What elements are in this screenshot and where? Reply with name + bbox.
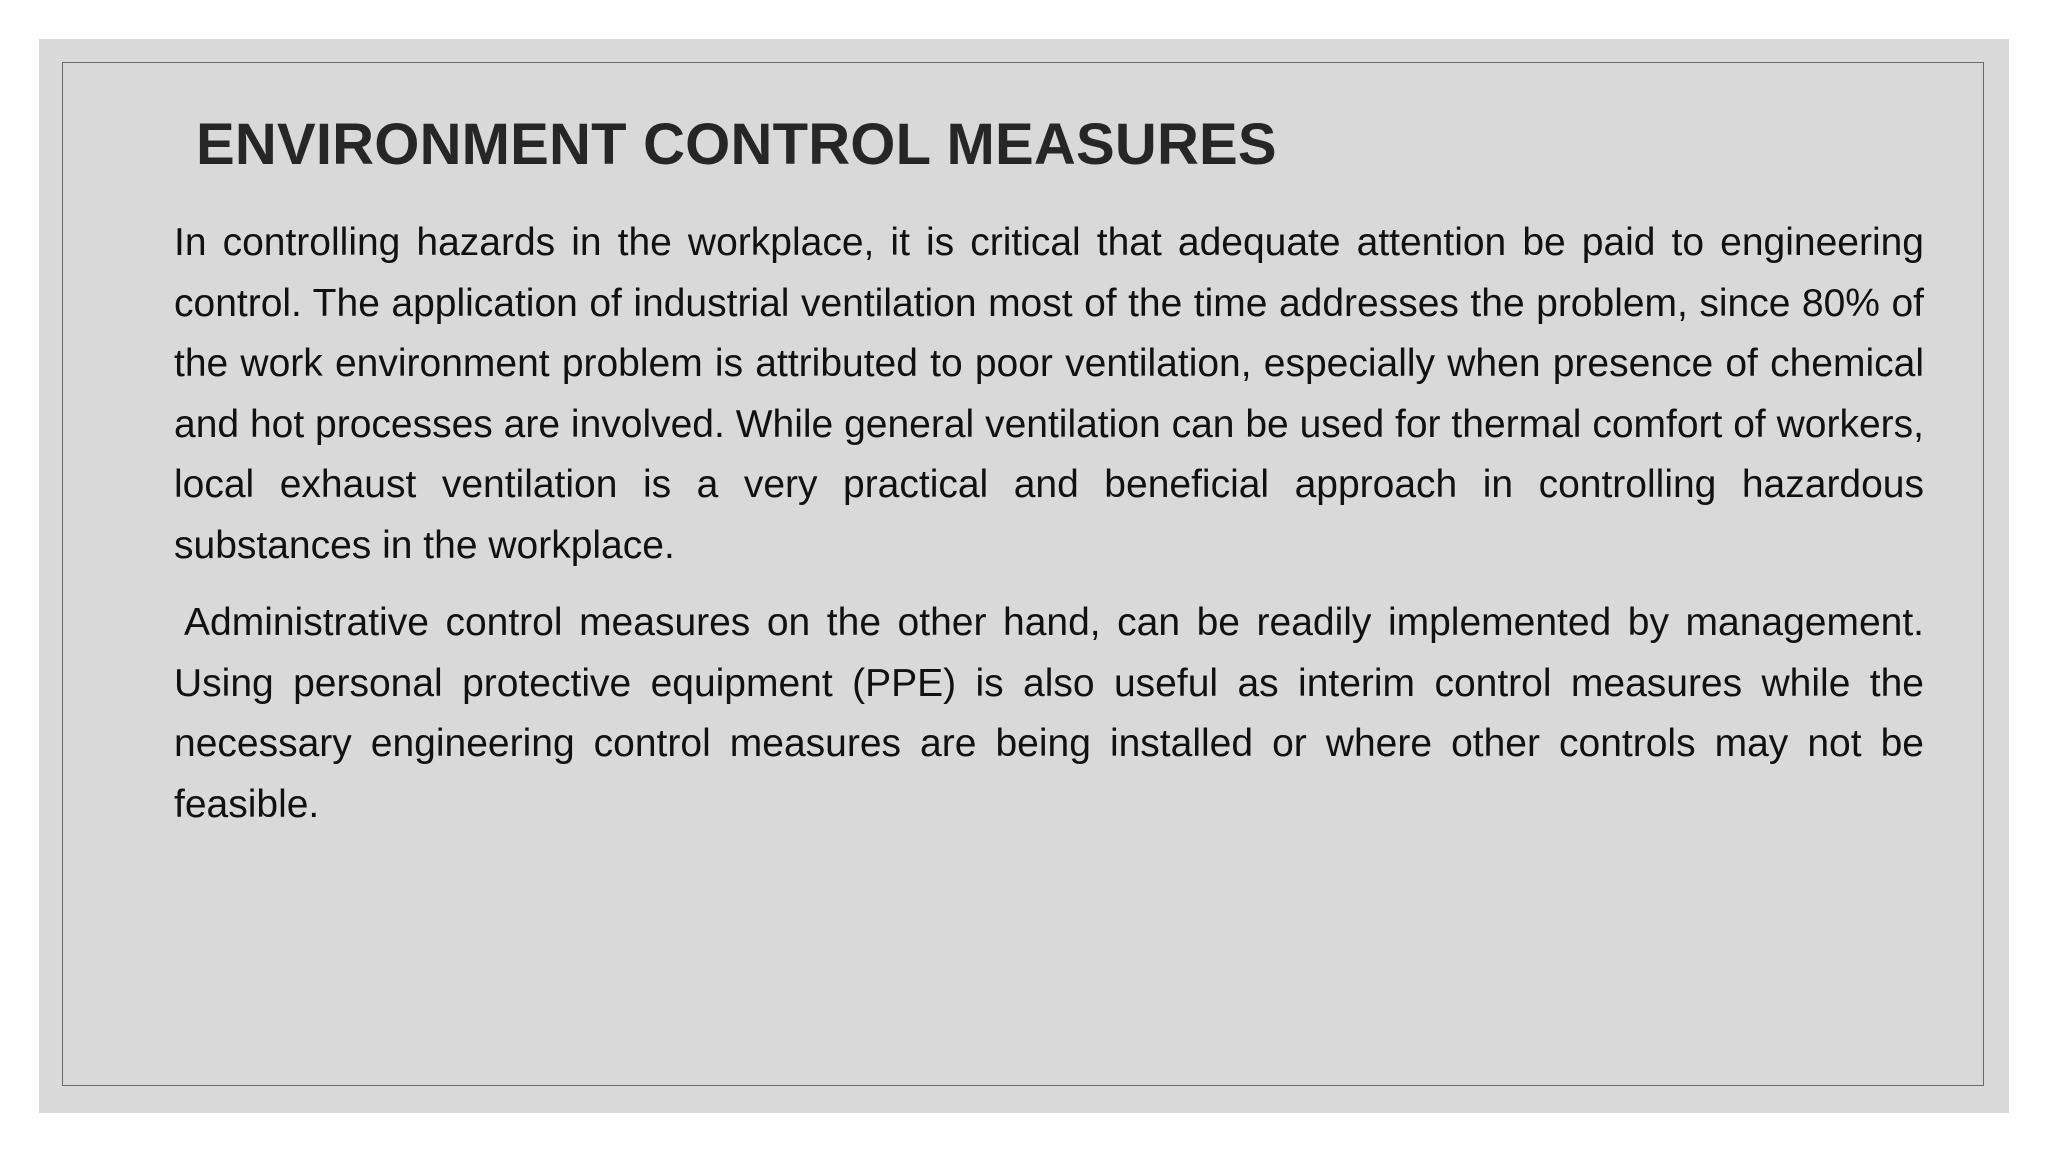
body-paragraph-2: Administrative control measures on the other hand, can be readily implemented by management. Using personal protective equipment (PPE) is also useful as interim control measures while the necessary engineering control measures are being installed or where other controls may not be feasible. <box>174 601 1924 826</box>
slide-frame <box>62 62 1984 1086</box>
slide-body <box>174 213 1924 835</box>
slide-title: ENVIRONMENT CONTROL MEASURES <box>196 112 1277 177</box>
body-paragraph-1: In controlling hazards in the workplace, it is critical that adequate attention be paid to engineering control. The application of industrial ventilation most of the time addresses the problem, since 80% of the work environment problem is attributed to poor ventilation, especially when presence of chemical and hot processes are involved. While general ventilation can be used for thermal comfort of workers, local exhaust ventilation is a very practical and beneficial approach in controlling hazardous substances in the workplace. <box>174 221 1924 567</box>
slide-background <box>39 39 2009 1113</box>
